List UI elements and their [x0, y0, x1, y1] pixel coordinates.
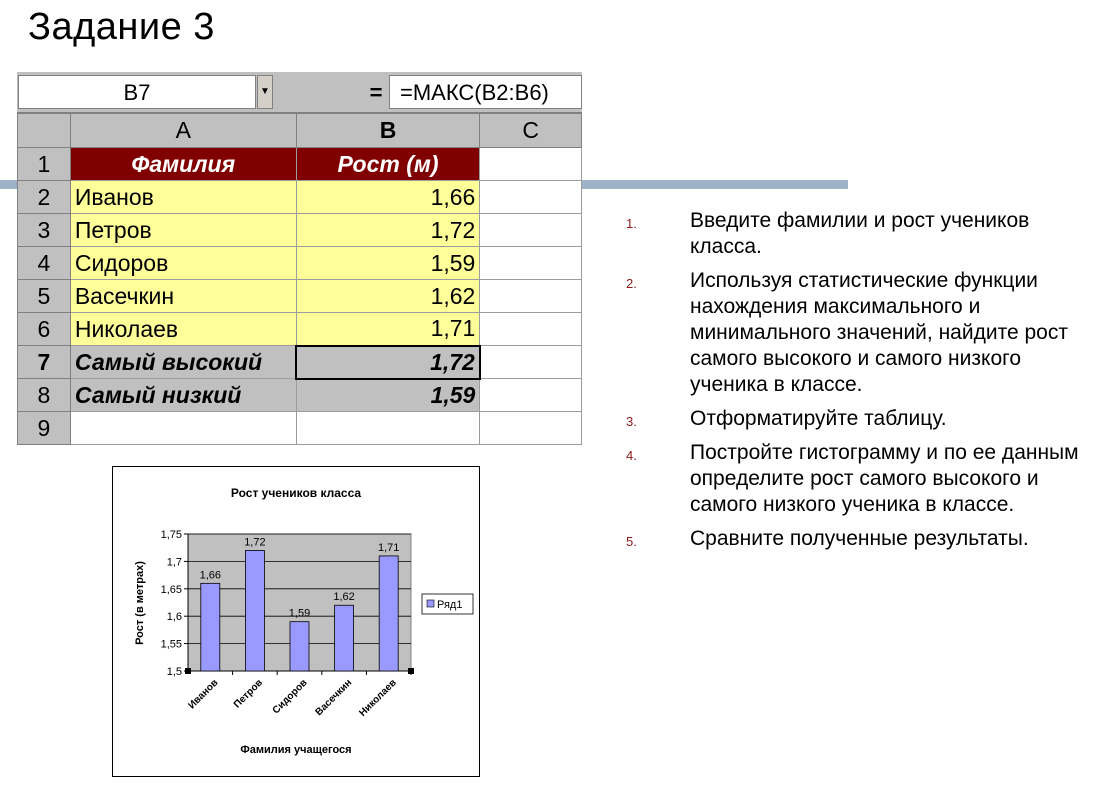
- y-tick-label: 1,5: [166, 666, 182, 678]
- table-row: [18, 148, 582, 181]
- row-header[interactable]: 2: [18, 181, 71, 214]
- table-row: [18, 346, 582, 379]
- list-item: [622, 406, 1102, 432]
- decor-line-left: [0, 180, 17, 189]
- cell-a2[interactable]: Иванов: [70, 181, 296, 214]
- y-tick-label: 1,55: [160, 638, 182, 651]
- list-item-text: Сравните полученные результаты.: [690, 527, 1029, 550]
- bar: [379, 556, 398, 671]
- chart-svg: [113, 467, 479, 776]
- cell-b3[interactable]: 1,72: [296, 214, 480, 247]
- y-tick-label: 1,75: [160, 529, 182, 541]
- bar: [201, 583, 220, 671]
- cell-c4[interactable]: [480, 247, 582, 280]
- cell-a9[interactable]: [70, 412, 296, 445]
- name-box-dropdown-icon[interactable]: ▼: [257, 75, 273, 109]
- cell-c5[interactable]: [480, 280, 582, 313]
- cell-a5[interactable]: Васечкин: [70, 280, 296, 313]
- cell-b9[interactable]: [296, 412, 480, 445]
- cell-a1[interactable]: Фамилия: [70, 148, 296, 181]
- cell-b7-active[interactable]: 1,72: [296, 346, 480, 379]
- cell-a6[interactable]: Николаев: [70, 313, 296, 346]
- name-box[interactable]: B7: [18, 75, 256, 109]
- cell-a4[interactable]: Сидоров: [70, 247, 296, 280]
- cell-grid: [17, 113, 582, 445]
- bar: [245, 550, 264, 671]
- equals-icon[interactable]: =: [369, 80, 383, 105]
- cell-c7[interactable]: [480, 346, 582, 379]
- row-header[interactable]: 9: [18, 412, 71, 445]
- cell-b6[interactable]: 1,71: [296, 313, 480, 346]
- decor-line-right: [582, 180, 848, 189]
- bar: [335, 605, 354, 671]
- column-header-b[interactable]: B: [296, 114, 480, 148]
- cell-b5[interactable]: 1,62: [296, 280, 480, 313]
- instruction-list: [622, 208, 1102, 560]
- cell-b2[interactable]: 1,66: [296, 181, 480, 214]
- list-item: [622, 526, 1102, 552]
- row-header[interactable]: 5: [18, 280, 71, 313]
- x-tick-label: Николаев: [357, 677, 399, 719]
- x-axis-title: Фамилия учащегося: [240, 744, 352, 756]
- data-label: 1,72: [244, 536, 266, 549]
- data-label: 1,59: [288, 607, 311, 620]
- cell-c8[interactable]: [480, 379, 582, 412]
- chart-title: Рост учеников класса: [230, 486, 362, 500]
- selection-handle: [185, 668, 191, 674]
- select-all-corner[interactable]: [18, 114, 71, 148]
- table-row: [18, 379, 582, 412]
- cell-a3[interactable]: Петров: [70, 214, 296, 247]
- list-item-number: 1.: [626, 216, 637, 231]
- cell-a7[interactable]: Самый высокий: [70, 346, 296, 379]
- table-row: [18, 181, 582, 214]
- legend-label: Ряд1: [437, 599, 463, 611]
- bar: [290, 622, 309, 671]
- list-item-number: 4.: [626, 448, 637, 463]
- formula-input[interactable]: =МАКС(B2:B6): [389, 75, 582, 109]
- y-tick-label: 1,65: [160, 583, 182, 596]
- cell-b1[interactable]: Рост (м): [296, 148, 480, 181]
- list-item-number: 3.: [626, 414, 637, 429]
- list-item: [622, 268, 1102, 398]
- cell-c9[interactable]: [480, 412, 582, 445]
- list-item-text: Отформатируйте таблицу.: [690, 407, 947, 430]
- cell-c2[interactable]: [480, 181, 582, 214]
- cell-c3[interactable]: [480, 214, 582, 247]
- x-tick-label: Васечкин: [313, 677, 355, 719]
- data-label: 1,62: [333, 591, 355, 604]
- list-item: [622, 208, 1102, 260]
- table-row: [18, 214, 582, 247]
- x-tick-label: Иванов: [186, 677, 221, 712]
- column-header-row: [18, 114, 582, 148]
- cell-b4[interactable]: 1,59: [296, 247, 480, 280]
- list-item-text: Постройте гистограмму и по ее данным определите рост самого высокого и самого низкого ученика в классе.: [690, 441, 1079, 516]
- row-header[interactable]: 4: [18, 247, 71, 280]
- y-tick-label: 1,6: [166, 611, 182, 624]
- slide-title: Задание 3: [28, 6, 215, 48]
- selection-handle: [408, 668, 414, 674]
- row-header[interactable]: 6: [18, 313, 71, 346]
- row-header[interactable]: 3: [18, 214, 71, 247]
- x-tick-label: Сидоров: [270, 677, 310, 717]
- table-row: [18, 247, 582, 280]
- data-label: 1,71: [377, 541, 400, 554]
- cell-c6[interactable]: [480, 313, 582, 346]
- cell-c1[interactable]: [480, 148, 582, 181]
- cell-a8[interactable]: Самый низкий: [70, 379, 296, 412]
- formula-bar: [17, 72, 582, 113]
- spreadsheet: [17, 72, 582, 450]
- cell-b8[interactable]: 1,59: [296, 379, 480, 412]
- row-header[interactable]: 1: [18, 148, 71, 181]
- legend-swatch: [427, 600, 434, 607]
- row-header[interactable]: 7: [18, 346, 71, 379]
- list-item: [622, 440, 1102, 518]
- table-row: [18, 280, 582, 313]
- chart[interactable]: [112, 466, 480, 777]
- y-axis-title: Рост (в метрах): [134, 561, 146, 645]
- row-header[interactable]: 8: [18, 379, 71, 412]
- x-tick-label: Петров: [231, 677, 266, 711]
- data-label: 1,66: [199, 569, 222, 582]
- list-item-number: 5.: [626, 534, 637, 549]
- y-tick-label: 1,7: [166, 556, 182, 569]
- list-item-text: Используя статистические функции нахождения максимального и минимального значений, найдите рост самого высокого и самого низкого ученика в классе.: [690, 269, 1068, 396]
- column-header-c[interactable]: C: [480, 114, 582, 148]
- column-header-a[interactable]: A: [70, 114, 296, 148]
- table-row: [18, 412, 582, 445]
- list-item-text: Введите фамилии и рост учеников класса.: [690, 209, 1030, 258]
- list-item-number: 2.: [626, 276, 637, 291]
- table-row: [18, 313, 582, 346]
